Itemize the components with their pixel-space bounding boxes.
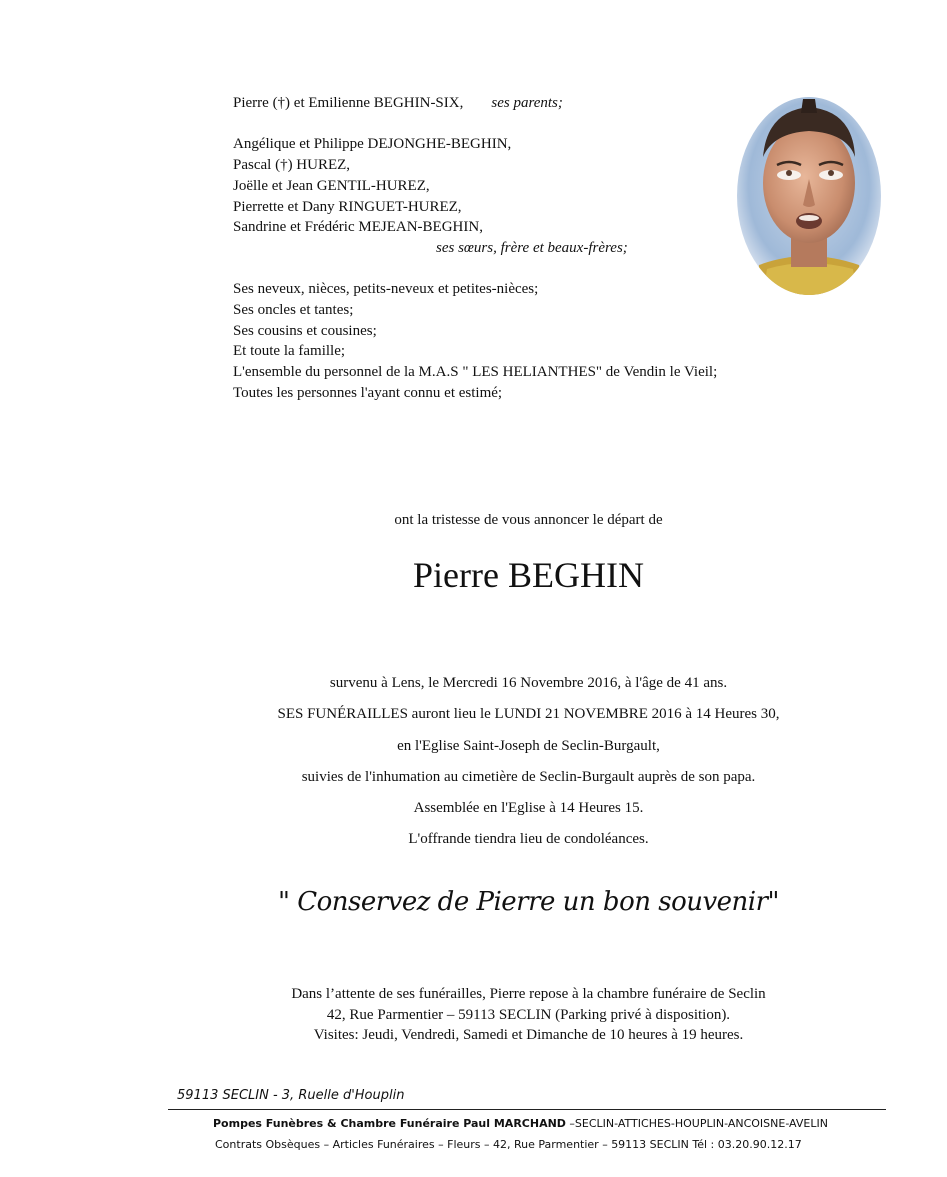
visitation-line: Dans l’attente de ses funérailles, Pierre repose à la chambre funéraire de Seclin: [291, 986, 766, 1002]
sibling-line: Pierrette et Dany RINGUET-HUREZ,: [233, 198, 462, 215]
detail-line: SES FUNÉRAILLES auront lieu le LUNDI 21 NOVEMBRE 2016 à 14 Heures 30,: [277, 706, 780, 723]
parents-names: Pierre (†) et Emilienne BEGHIN-SIX,: [233, 95, 464, 111]
parents-line: [233, 93, 853, 114]
footer-address: 59113 SECLIN - 3, Ruelle d'Houplin: [177, 1088, 405, 1103]
detail-line: survenu à Lens, le Mercredi 16 Novembre 2016, à l'âge de 41 ans.: [329, 675, 728, 691]
footer-company: [213, 1117, 828, 1130]
parents-role: ses parents;: [491, 95, 563, 111]
footer-divider: [168, 1109, 886, 1110]
relative-line: L'ensemble du personnel de la M.A.S " LES HELIANTHES" de Vendin le Vieil;: [233, 364, 718, 381]
visitation-info: [55, 984, 947, 1046]
portrait-photo: [737, 97, 881, 295]
relative-line: Ses cousins et cousines;: [233, 322, 377, 339]
relative-line: Ses oncles et tantes;: [233, 302, 354, 318]
memorial-quote: " Conservez de Pierre un bon souvenir": [277, 887, 780, 917]
funeral-details: [55, 668, 947, 856]
visitation-line: 42, Rue Parmentier – 59113 SECLIN (Parking privé à disposition).: [326, 1006, 731, 1023]
detail-line: L'offrande tiendra lieu de condoléances.: [408, 831, 649, 848]
sibling-line: Pascal (†) HUREZ,: [233, 157, 351, 174]
visitation-line: Visites: Jeudi, Vendredi, Samedi et Dimanche de 10 heures à 19 heures.: [313, 1027, 744, 1043]
detail-line: Assemblée en l'Eglise à 14 Heures 15.: [413, 800, 644, 817]
company-name: Pompes Funèbres & Chambre Funéraire Paul MARCHAND: [213, 1117, 566, 1130]
relative-line: Ses neveux, nièces, petits-neveux et petites-nièces;: [233, 281, 539, 298]
announcement-intro: ont la tristesse de vous annoncer le départ de: [394, 512, 663, 528]
company-locations: –SECLIN-ATTICHES-HOUPLIN-ANCOISNE-AVELIN: [565, 1117, 828, 1130]
footer-services: Contrats Obsèques – Articles Funéraires – Fleurs – 42, Rue Parmentier – 59113 SECLIN Tél : 03.20.90.12.17: [215, 1138, 802, 1151]
relative-line: Et toute la famille;: [233, 343, 346, 360]
siblings-role: ses sœurs, frère et beaux-frères;: [436, 239, 628, 256]
sibling-line: Angélique et Philippe DEJONGHE-BEGHIN,: [233, 136, 512, 153]
portrait-photo-icon: [737, 97, 881, 295]
detail-line: en l'Eglise Saint-Joseph de Seclin-Burgault,: [397, 737, 660, 754]
detail-line: suivies de l'inhumation au cimetière de Seclin-Burgault auprès de son papa.: [301, 768, 756, 785]
deceased-name: Pierre BEGHIN: [413, 555, 644, 595]
relative-line: Toutes les personnes l'ayant connu et estimé;: [233, 384, 503, 401]
sibling-line: Joëlle et Jean GENTIL-HUREZ,: [233, 177, 430, 194]
sibling-line: Sandrine et Frédéric MEJEAN-BEGHIN,: [233, 219, 483, 236]
